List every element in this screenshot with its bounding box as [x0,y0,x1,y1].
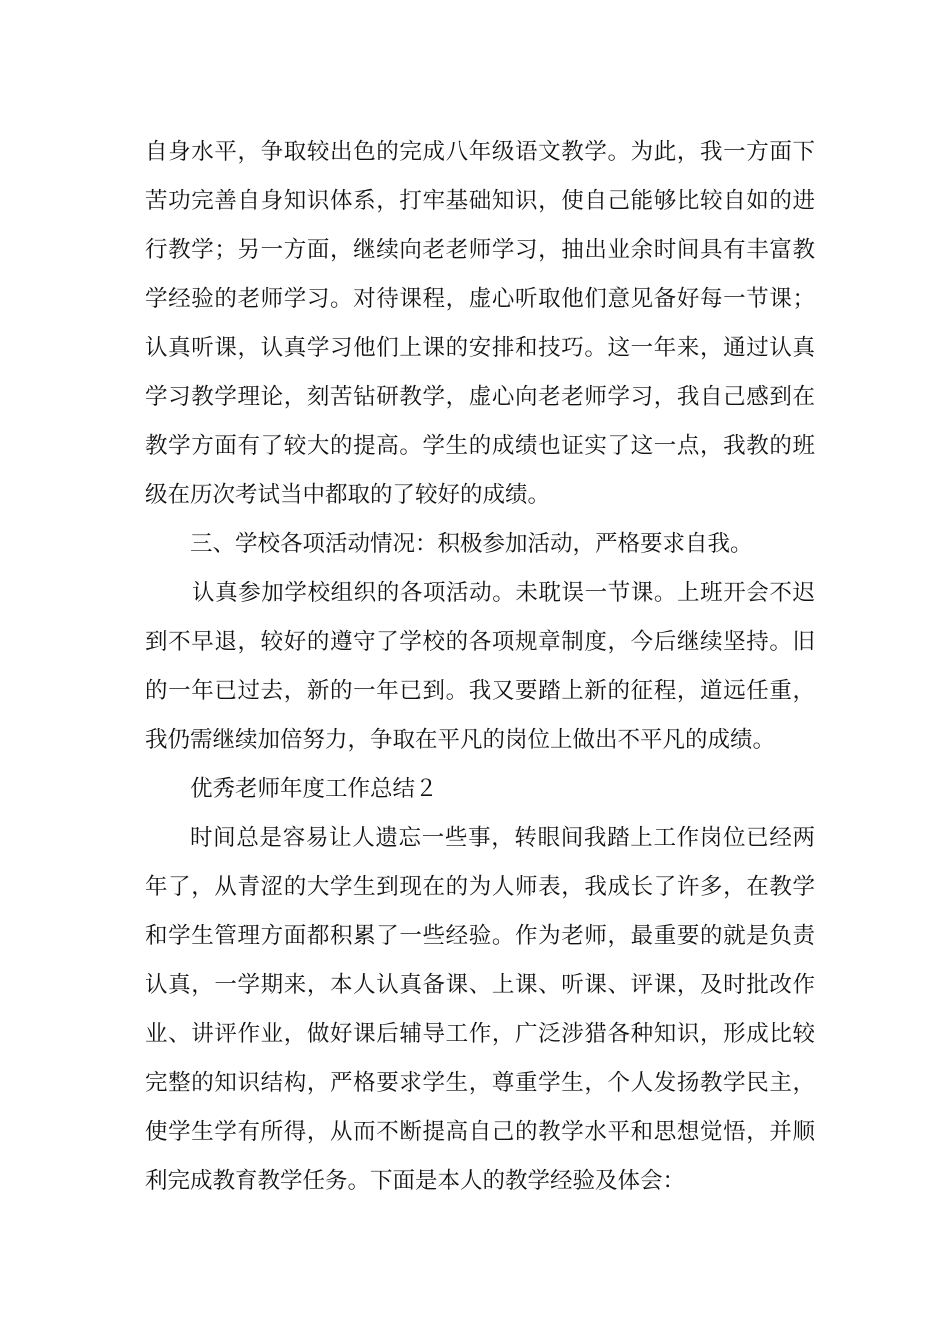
paragraph-line: 认真，一学期来，本人认真备课、上课、听课、评课，及时批改作 [145,972,815,998]
paragraph-line: 和学生管理方面都积累了一些经验。作为老师，最重要的就是负责 [145,923,815,949]
paragraph-line: 的一年已过去，新的一年已到。我又要踏上新的征程，道远任重， [145,678,815,704]
paragraph-line: 年了，从青涩的大学生到现在的为人师表，我成长了许多，在教学 [145,874,815,900]
paragraph-line: 业、讲评作业，做好课后辅导工作，广泛涉猎各种知识，形成比较 [145,1021,815,1047]
paragraph-line: 学习教学理论，刻苦钻研教学，虚心向老老师学习，我自己感到在 [145,384,815,410]
paragraph-line: 学经验的老师学习。对待课程，虚心听取他们意见备好每一节课； [145,286,815,312]
paragraph-line: 使学生学有所得，从而不断提高自己的教学水平和思想觉悟，并顺 [145,1119,815,1145]
paragraph-line: 完整的知识结构，严格要求学生，尊重学生，个人发扬教学民主， [145,1070,815,1096]
paragraph-line: 到不早退，较好的遵守了学校的各项规章制度，今后继续坚持。旧 [145,629,815,655]
paragraph-line: 我仍需继续加倍努力，争取在平凡的岗位上做出不平凡的成绩。 [145,727,776,753]
paragraph-line: 行教学；另一方面，继续向老老师学习，抽出业余时间具有丰富教 [145,237,815,263]
paragraph-line: 认真听课，认真学习他们上课的安排和技巧。这一年来，通过认真 [145,335,815,361]
paragraph-line: 教学方面有了较大的提高。学生的成绩也证实了这一点，我教的班 [145,433,815,459]
article-title: 优秀老师年度工作总结２ [190,776,438,802]
paragraph-line: 认真参加学校组织的各项活动。未耽误一节课。上班开会不迟 [192,580,815,606]
paragraph-line: 时间总是容易让人遗忘一些事，转眼间我踏上工作岗位已经两 [190,825,815,851]
section-heading: 三、学校各项活动情况：积极参加活动，严格要求自我。 [190,531,753,557]
paragraph-line: 级在历次考试当中都取的了较好的成绩。 [145,482,551,508]
paragraph-line: 苦功完善自身知识体系，打牢基础知识，使自己能够比较自如的进 [145,188,815,214]
paragraph-line: 自身水平，争取较出色的完成八年级语文教学。为此，我一方面下 [145,139,815,165]
paragraph-line: 利完成教育教学任务。下面是本人的教学经验及体会： [145,1168,686,1194]
